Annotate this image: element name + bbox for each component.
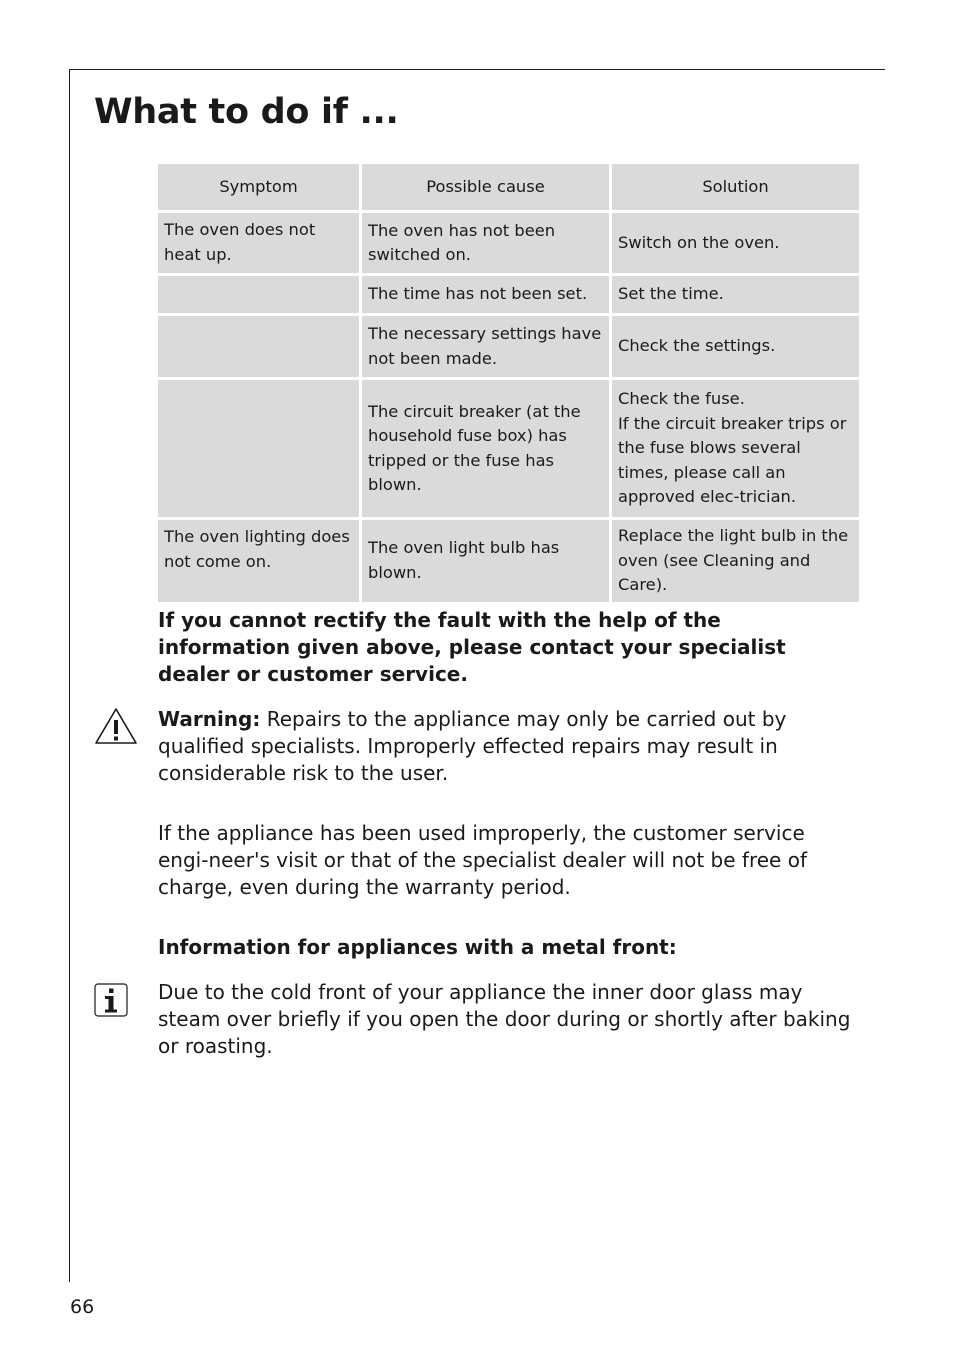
warning-text: Repairs to the appliance may only be carried out by qualified specialists. Improperly effected repairs may result in considerable risk to the user. bbox=[158, 707, 787, 785]
cause-cell: The oven has not been switched on. bbox=[362, 213, 609, 273]
troubleshooting-table bbox=[155, 161, 862, 605]
symptom-cell: The oven lighting does not come on. bbox=[158, 520, 359, 602]
solution-cell bbox=[612, 380, 859, 517]
top-rule bbox=[69, 69, 885, 70]
cause-cell: The time has not been set. bbox=[362, 276, 609, 313]
warning-triangle-icon bbox=[93, 706, 139, 746]
symptom-cell bbox=[158, 316, 359, 377]
symptom-cell: The oven does not heat up. bbox=[158, 213, 359, 273]
table-row bbox=[158, 213, 859, 273]
page-title: What to do if ... bbox=[94, 92, 399, 132]
symptom-cell bbox=[158, 276, 359, 313]
warning-paragraph bbox=[158, 706, 858, 787]
page-number: 66 bbox=[70, 1296, 95, 1318]
solution-line: If the circuit breaker trips or the fuse blows several times, please call an approved elec-trician. bbox=[618, 413, 847, 507]
metal-front-paragraph: Due to the cold front of your appliance the inner door glass may steam over briefly if you open the door during or shortly after baking or roasting. bbox=[158, 980, 851, 1058]
solution-cell: Check the settings. bbox=[612, 316, 859, 377]
cause-cell: The circuit breaker (at the household fuse box) has tripped or the fuse has blown. bbox=[362, 380, 609, 517]
left-rule bbox=[69, 69, 70, 1282]
table-header-row bbox=[158, 164, 859, 210]
header-solution: Solution bbox=[612, 164, 859, 210]
contact-dealer-note: If you cannot rectify the fault with the help of the information given above, please contact your specialist dealer or customer service. bbox=[158, 608, 786, 686]
solution-cell: Set the time. bbox=[612, 276, 859, 313]
table-row bbox=[158, 520, 859, 602]
cause-cell: The necessary settings have not been made. bbox=[362, 316, 609, 377]
table-row bbox=[158, 276, 859, 313]
warning-label: Warning: bbox=[158, 707, 261, 731]
info-icon bbox=[94, 983, 128, 1017]
improper-use-paragraph: If the appliance has been used improperly, the customer service engi-neer's visit or that of the specialist dealer will not be free of charge, even during the warranty period. bbox=[158, 821, 807, 899]
solution-cell: Switch on the oven. bbox=[612, 213, 859, 273]
table-row bbox=[158, 316, 859, 377]
header-symptom: Symptom bbox=[158, 164, 359, 210]
symptom-cell bbox=[158, 380, 359, 517]
metal-front-heading: Information for appliances with a metal front: bbox=[158, 935, 677, 959]
solution-cell: Replace the light bulb in the oven (see Cleaning and Care). bbox=[612, 520, 859, 602]
solution-line: Check the fuse. bbox=[618, 389, 745, 409]
table-row bbox=[158, 380, 859, 517]
cause-cell: The oven light bulb has blown. bbox=[362, 520, 609, 602]
header-possible-cause: Possible cause bbox=[362, 164, 609, 210]
